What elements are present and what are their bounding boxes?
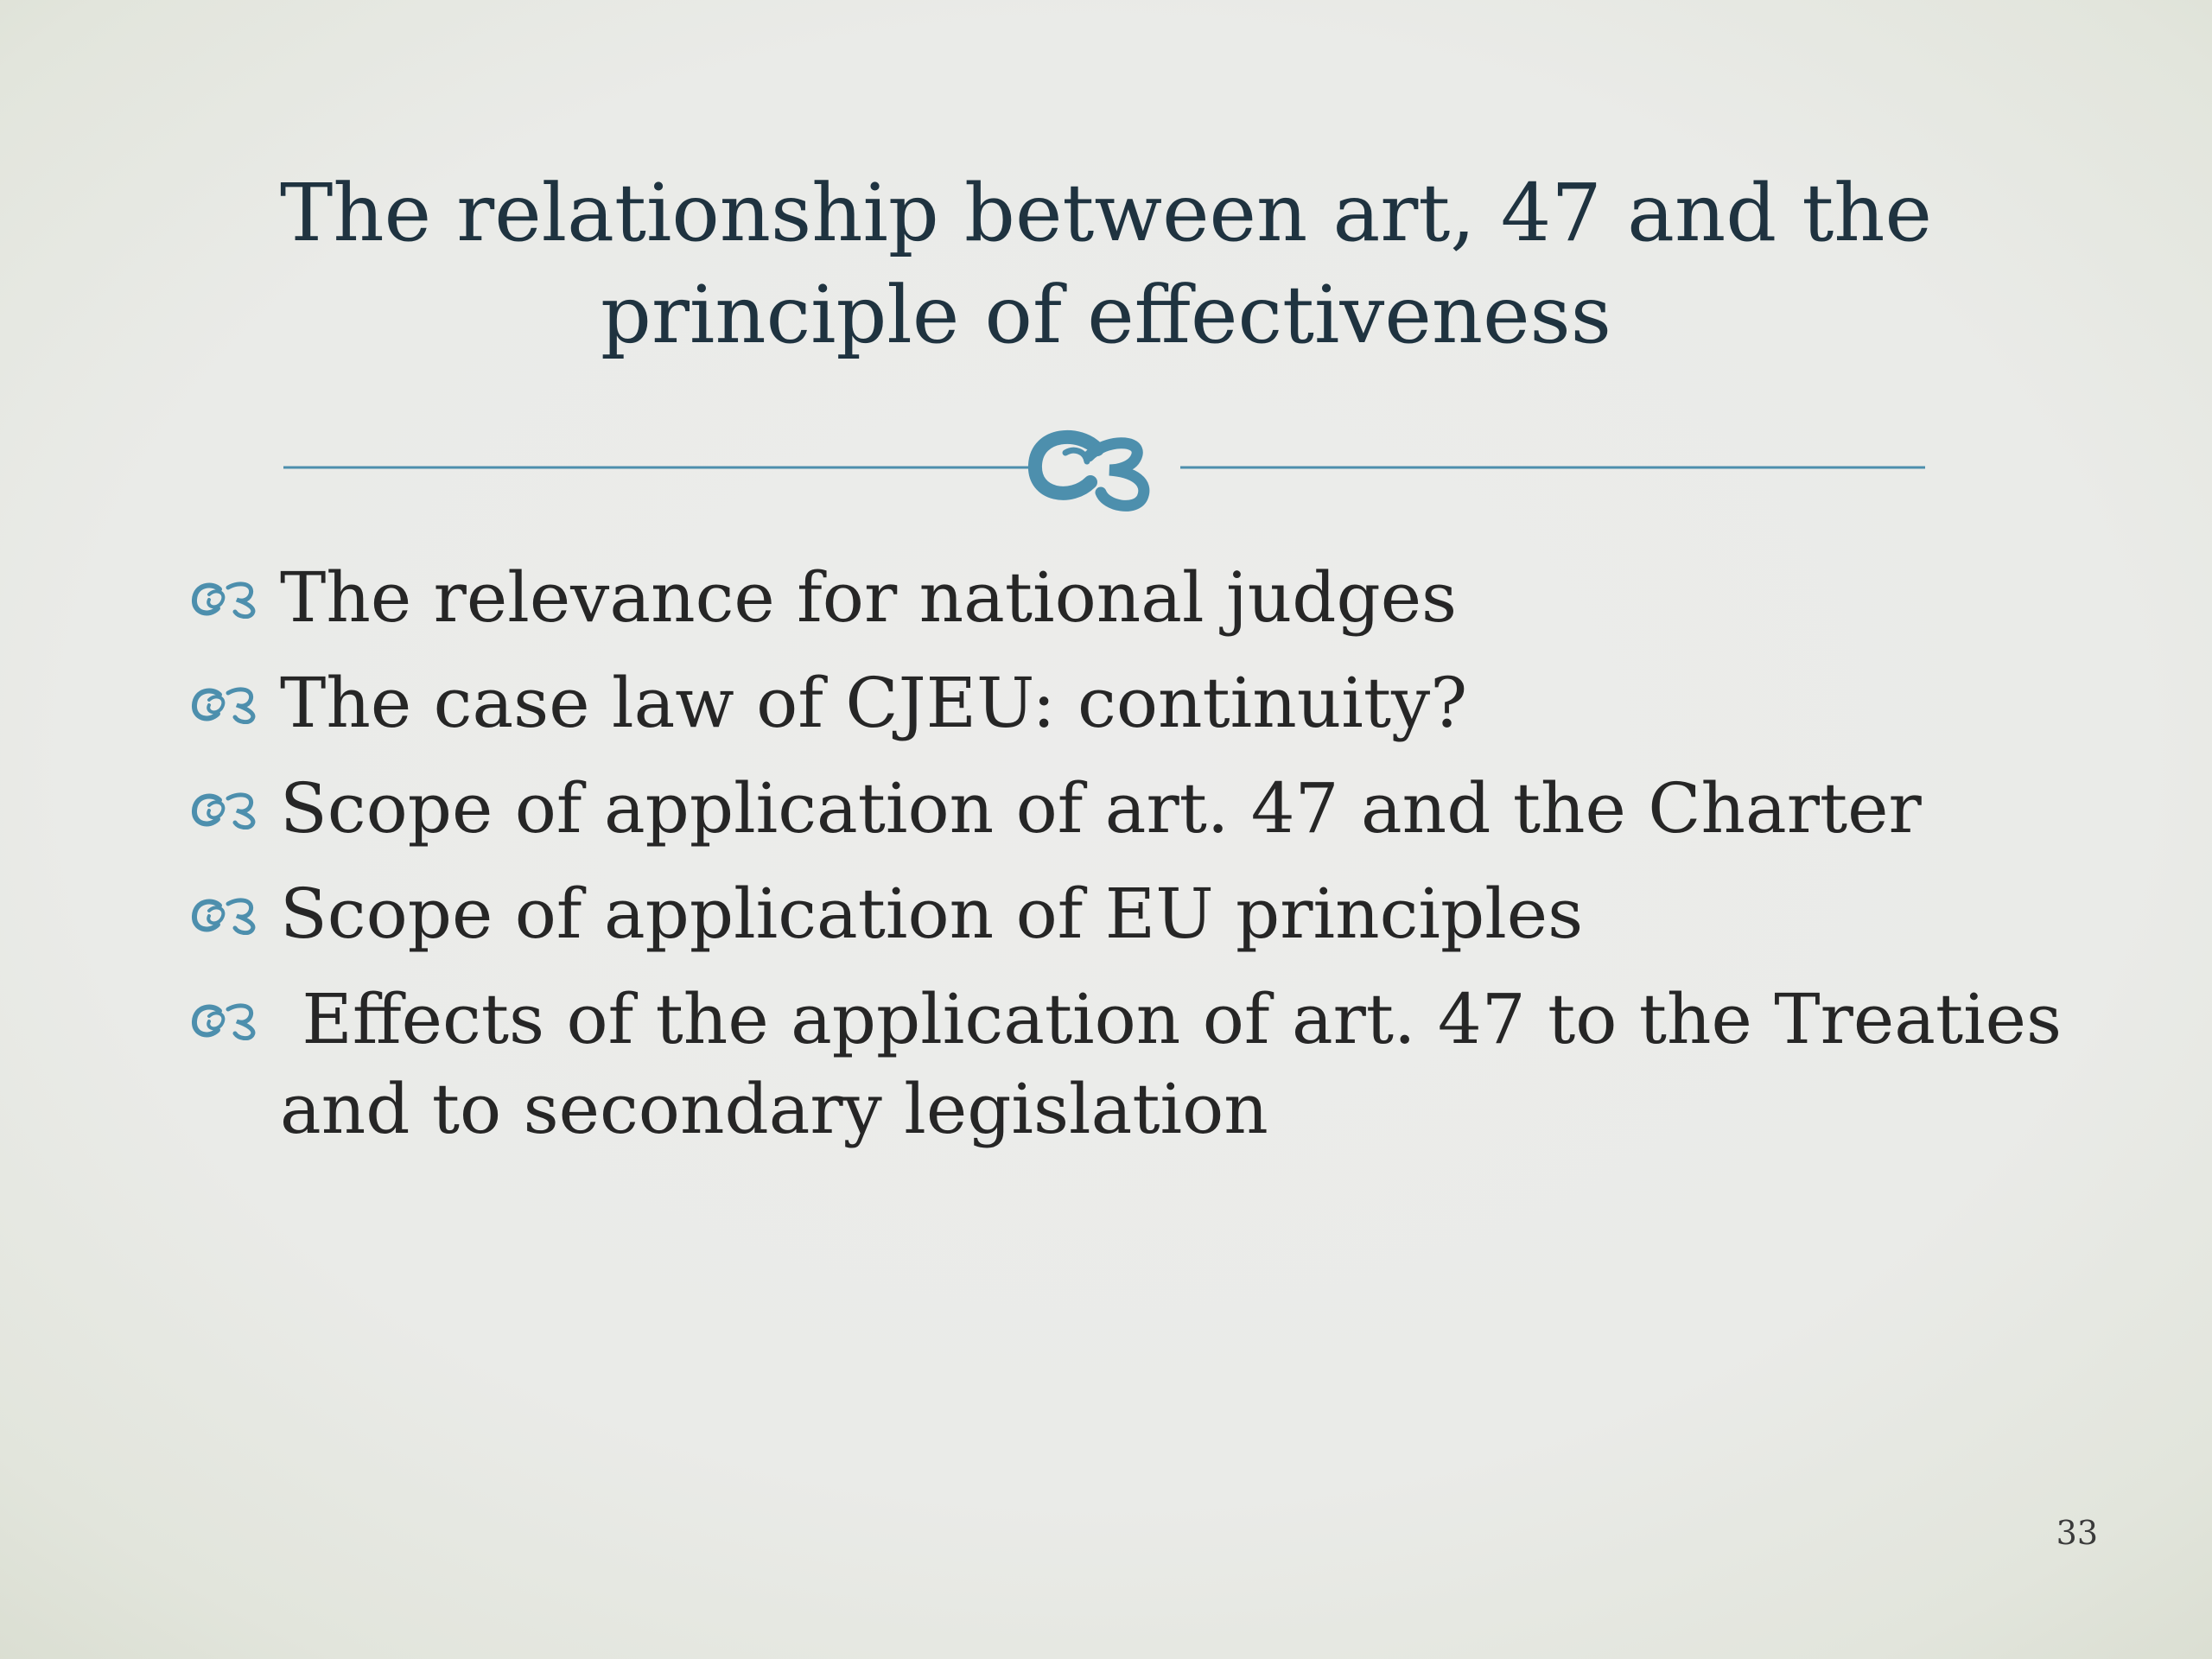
bullet-text: and to secondary legislation	[280, 1069, 1268, 1149]
flourish-icon	[1035, 437, 1144, 506]
bullet-item	[190, 553, 2005, 643]
title-line: The relationship between art, 47 and the	[279, 167, 1932, 259]
bullet-item	[190, 869, 2005, 959]
bullet-text: The relevance for national judges	[280, 557, 1458, 638]
bullet-text: Effects of the application of art. 47 to the Treaties	[280, 979, 2063, 1059]
page-number: 33	[2056, 1514, 2098, 1552]
swash-bullet-icon	[190, 895, 263, 935]
bullet-item	[190, 764, 2005, 854]
bullet-text: The case law of CJEU: continuity?	[280, 663, 1468, 743]
bullet-item	[190, 658, 2005, 748]
title-line: principle of effectiveness	[601, 269, 1611, 361]
bullet-text: Scope of application of EU principles	[280, 874, 1584, 954]
swash-bullet-icon	[190, 579, 263, 619]
bullet-text: Scope of application of art. 47 and the Charter	[280, 768, 1922, 849]
swash-bullet-icon	[190, 1001, 263, 1040]
slide-title	[259, 162, 1953, 366]
title-divider	[283, 422, 1925, 517]
swash-bullet-icon	[190, 684, 263, 724]
bullet-item	[190, 975, 2063, 1154]
swash-bullet-icon	[190, 790, 263, 830]
bullet-list	[190, 553, 2063, 1170]
